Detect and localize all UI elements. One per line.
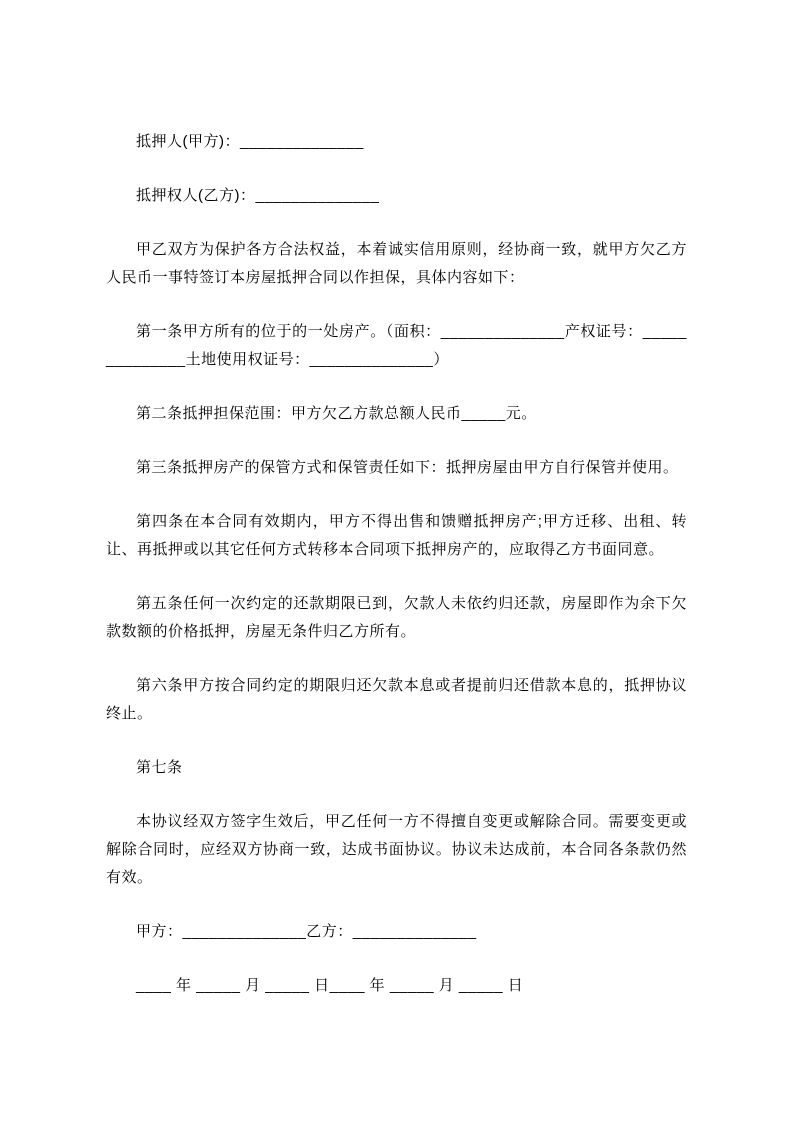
para-article-4: 第四条在本合同有效期内，甲方不得出售和馈赠抵押房产;甲方迁移、出租、转让、再抵押或以其它任何方式转移本合同项下抵押房产的，应取得乙方书面同意。	[106, 513, 687, 558]
para-preamble: 甲乙双方为保护各方合法权益，本着诚实信用原则，经协商一致，就甲方欠乙方人民币一事特签订本房屋抵押合同以作担保，具体内容如下：	[106, 241, 687, 286]
para-mortgagee-line: 抵押权人(乙方)：______________	[136, 187, 380, 204]
para-date-line: ____ 年 _____ 月 _____ 日____ 年 _____ 月 _____ 日	[136, 977, 524, 994]
para-article-2: 第二条抵押担保范围：甲方欠乙方款总额人民币_____元。	[136, 405, 537, 422]
para-signature-line: 甲方：______________乙方：______________	[136, 923, 477, 940]
para-mortgagor-line: 抵押人(甲方)：______________	[136, 133, 364, 150]
para-article-6: 第六条甲方按合同约定的期限归还欠款本息或者提前归还借款本息的，抵押协议终止。	[106, 677, 687, 722]
para-article-3: 第三条抵押房产的保管方式和保管责任如下：抵押房屋由甲方自行保管并使用。	[136, 459, 679, 476]
para-article-7: 第七条	[136, 759, 183, 776]
para-article-5: 第五条任何一次约定的还款期限已到，欠款人未依约归还款，房屋即作为余下欠款数额的价格抵押，房屋无条件归乙方所有。	[106, 595, 687, 640]
para-article-1: 第一条甲方所有的位于的一处房产。（面积：______________产权证号：______________土地使用权证号：______________）	[106, 323, 687, 368]
para-closing-clause: 本协议经双方签字生效后，甲乙任何一方不得擅自变更或解除合同。需要变更或解除合同时，应经双方协商一致，达成书面协议。协议未达成前，本合同各条款仍然有效。	[106, 813, 687, 886]
